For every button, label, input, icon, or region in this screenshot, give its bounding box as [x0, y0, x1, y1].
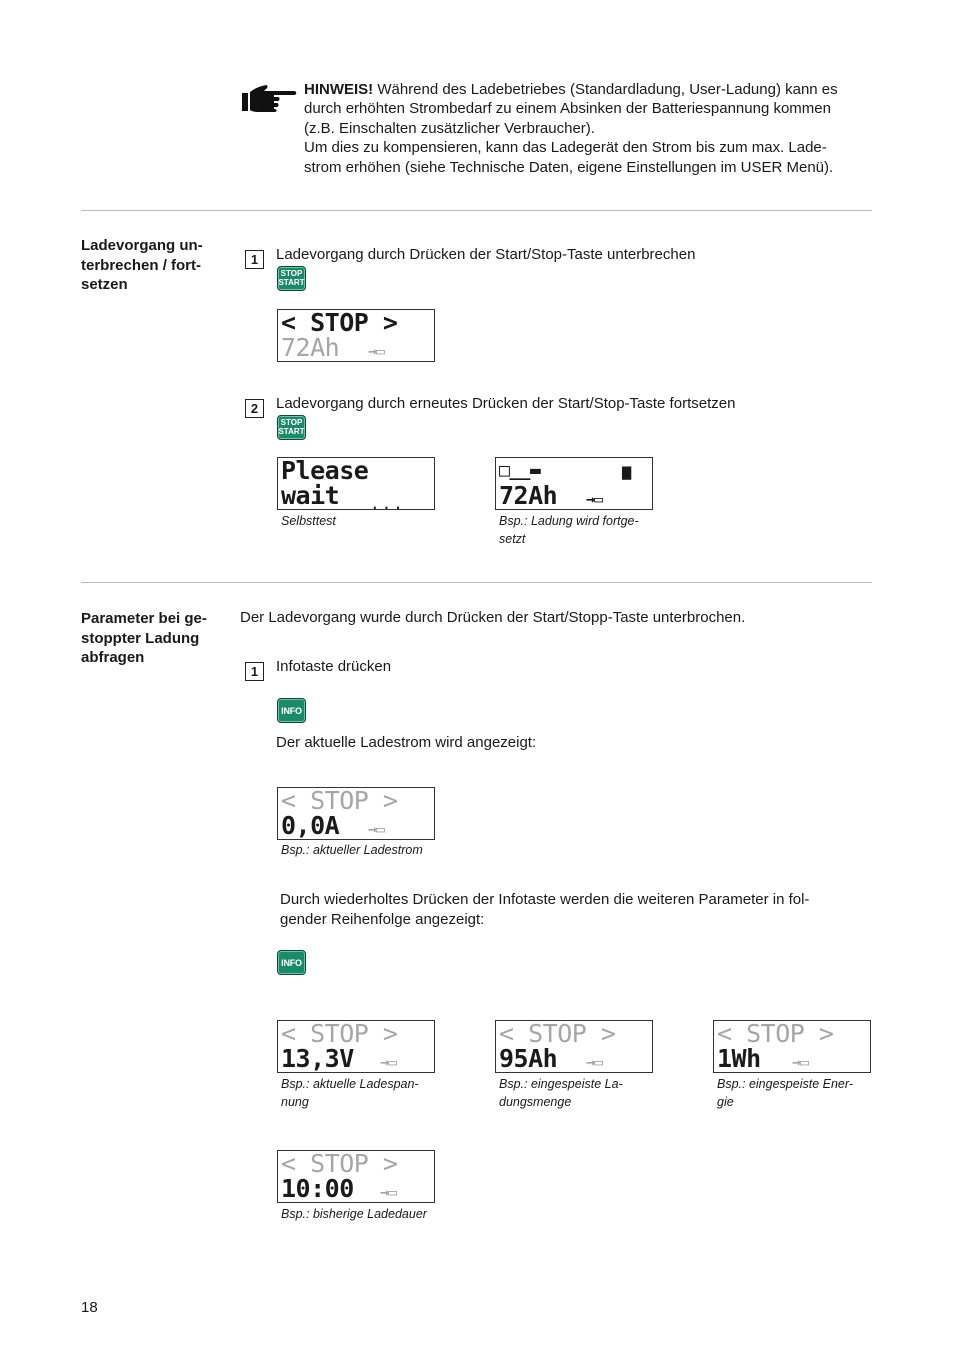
info-button[interactable]: INFO	[277, 698, 306, 723]
current-text: Der aktuelle Ladestrom wird angezeigt:	[276, 734, 537, 751]
caption: Bsp.: aktuelle Ladespan- nung	[281, 1077, 419, 1109]
charge-arrow-battery-icon: →▭	[586, 490, 603, 508]
caption: Bsp.: eingespeiste La- dungsmenge	[499, 1077, 623, 1109]
start-stop-button[interactable]: STOP START	[277, 415, 306, 440]
charge-arrow-battery-icon: →▭	[380, 1053, 397, 1071]
caption: Bsp.: eingespeiste Ener- gie	[717, 1077, 853, 1109]
lcd-display-wait: Please wait ...	[277, 457, 435, 510]
caption: Bsp.: aktueller Ladestrom	[281, 843, 423, 857]
section-title-parameter: Parameter bei ge- stoppter Ladung abfragen	[81, 610, 207, 667]
step-number: 2	[245, 399, 264, 418]
info-button[interactable]: INFO	[277, 950, 306, 975]
note-text: HINWEIS! Während des Ladebetriebes (Standardladung, User-Ladung) kann es durch erhöhten Strombedarf zu einem Absinken der Batteriespannung kommen (z.B. Einschalten zusätzlicher Verbraucher). Um dies zu kompensieren, kann das Ladegerät den Strom bis zum max. Lade- strom erhöhen (siehe Technische Daten, eigene Einstellungen im USER Menü).	[304, 81, 838, 176]
caption: Selbsttest	[281, 514, 336, 528]
charge-arrow-battery-icon: →▭	[380, 1183, 397, 1201]
repeat-text: Durch wiederholtes Drücken der Infotaste werden die weiteren Parameter in fol- gender Reihenfolge angezeigt:	[280, 891, 810, 928]
caption: Bsp.: bisherige Ladedauer	[281, 1207, 427, 1221]
lcd-display-current: < STOP > 0,0A →▭	[277, 787, 435, 840]
note-label: HINWEIS!	[304, 81, 374, 98]
lcd-display-voltage: < STOP > 13,3V →▭	[277, 1020, 435, 1073]
lcd-display-stop: < STOP > 72Ah →▭	[277, 309, 435, 362]
charge-arrow-battery-icon: →▭	[586, 1053, 603, 1071]
caption: Bsp.: Ladung wird fortge- setzt	[499, 514, 639, 546]
lcd-display-charge: < STOP > 95Ah →▭	[495, 1020, 653, 1073]
section-title-ladevorgang: Ladevorgang un- terbrechen / fort- setzen	[81, 237, 203, 294]
lcd-display-energy: < STOP > 1Wh →▭	[713, 1020, 871, 1073]
start-stop-button[interactable]: STOP START	[277, 266, 306, 291]
charge-arrow-battery-icon: →▭	[792, 1053, 809, 1071]
step-text: Ladevorgang durch Drücken der Start/Stop-Taste unterbrechen	[276, 246, 696, 263]
charge-arrow-battery-icon: →▭	[368, 342, 385, 360]
divider	[81, 210, 872, 211]
lcd-display-resume: □__▬ ▆ 72Ah →▭	[495, 457, 653, 510]
charge-arrow-battery-icon: →▭	[368, 820, 385, 838]
step-text: Ladevorgang durch erneutes Drücken der Start/Stop-Taste fortsetzen	[276, 395, 736, 412]
battery-full-icon: ▆	[622, 462, 631, 480]
lcd-display-time: < STOP > 10:00 →▭	[277, 1150, 435, 1203]
pointing-hand-icon	[240, 84, 298, 118]
divider	[81, 582, 872, 583]
step-text: Infotaste drücken	[276, 658, 392, 675]
step-number: 1	[245, 662, 264, 681]
page-number: 18	[81, 1299, 98, 1316]
step-number: 1	[245, 250, 264, 269]
intro-text: Der Ladevorgang wurde durch Drücken der Start/Stopp-Taste unterbrochen.	[240, 609, 746, 626]
